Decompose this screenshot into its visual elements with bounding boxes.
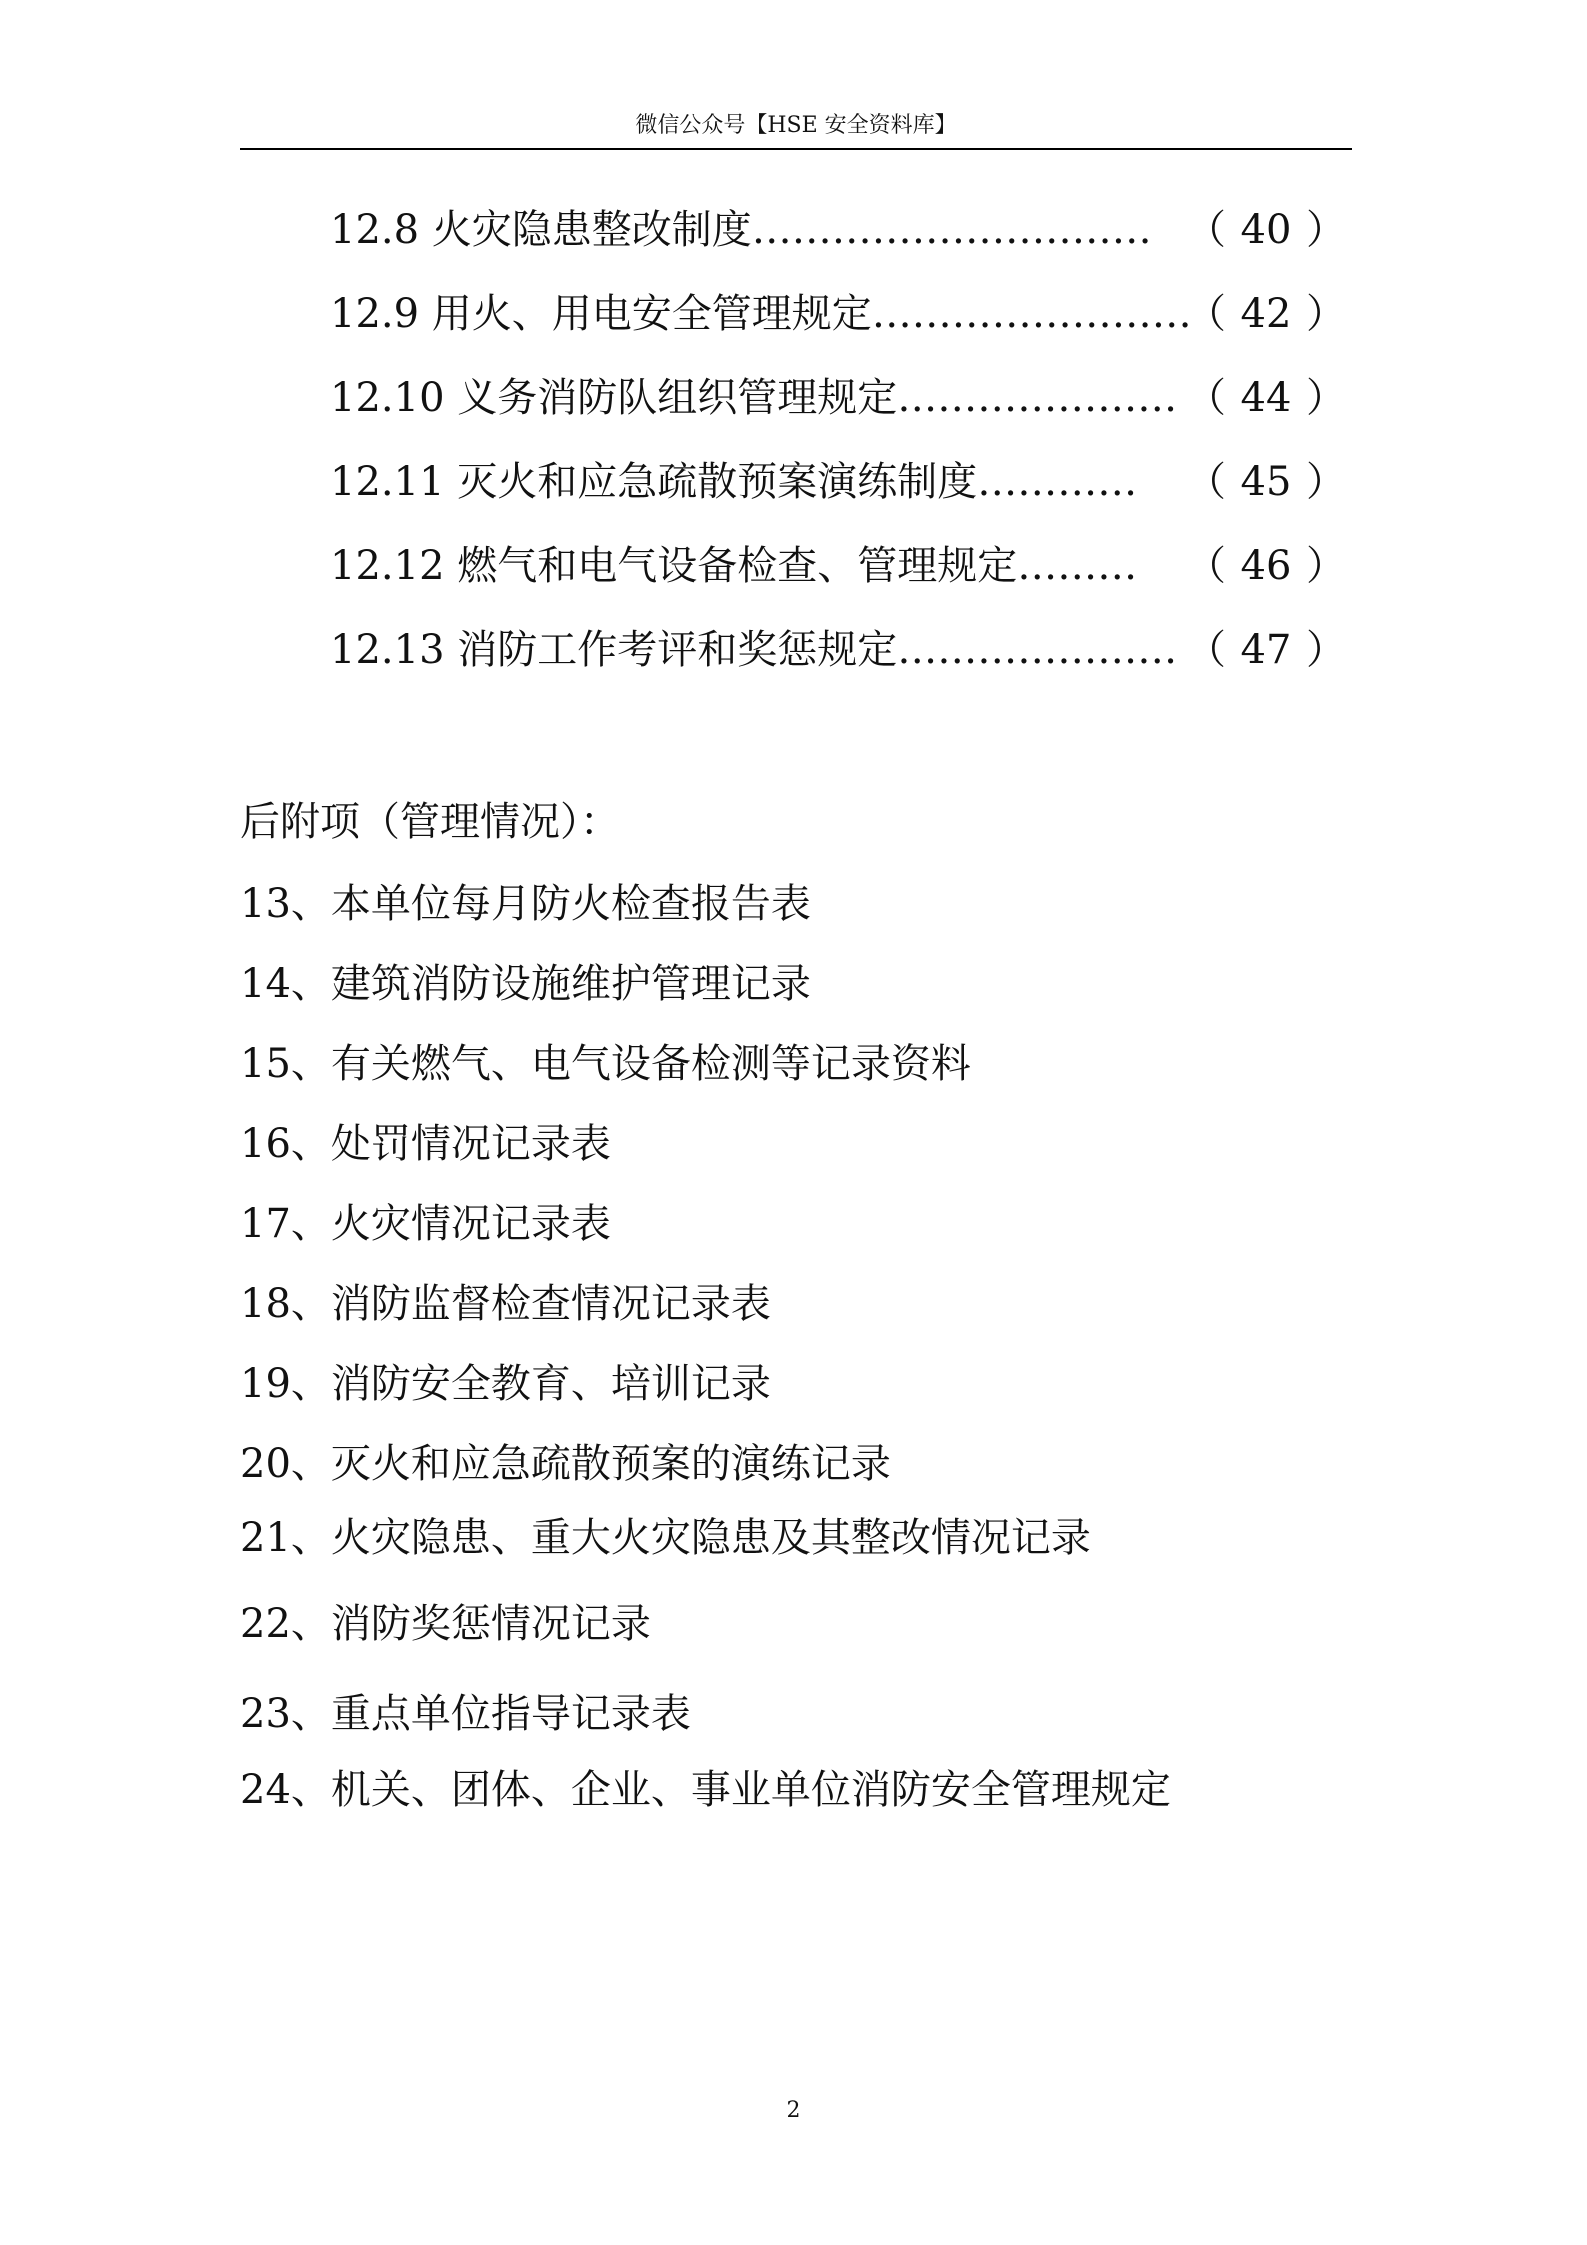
- toc-entry[interactable]: [330, 200, 1346, 260]
- appendix-item: 21、火灾隐患、重大火灾隐患及其整改情况记录: [240, 1515, 1091, 1561]
- page-header: [240, 112, 1352, 150]
- paren-open: （: [1186, 543, 1226, 589]
- toc-entry-page: 45: [1240, 459, 1292, 505]
- paren-close: ）: [1306, 291, 1346, 337]
- toc-entry[interactable]: [330, 368, 1346, 428]
- paren-open: （: [1186, 627, 1226, 673]
- paren-close: ）: [1306, 207, 1346, 253]
- paren-open: （: [1186, 291, 1226, 337]
- toc-entry-page: 46: [1240, 543, 1292, 589]
- toc-entry-page: 40: [1240, 207, 1292, 253]
- paren-open: （: [1186, 207, 1226, 253]
- paren-open: （: [1186, 459, 1226, 505]
- paren-close: ）: [1306, 459, 1346, 505]
- toc-entry-page-ref: [1186, 620, 1346, 680]
- paren-close: ）: [1306, 627, 1346, 673]
- toc-entry[interactable]: [330, 536, 1346, 596]
- toc-entry-page: 44: [1240, 375, 1292, 421]
- toc-entry-page-ref: [1186, 368, 1346, 428]
- toc-entry-title: 12.11 灭火和应急疏散预案演练制度…………: [330, 459, 1138, 505]
- appendix-item: 22、消防奖惩情况记录: [240, 1601, 651, 1647]
- appendix-item: 24、机关、团体、企业、事业单位消防安全管理规定: [240, 1767, 1171, 1813]
- toc-entry[interactable]: [330, 452, 1346, 512]
- header-text: 微信公众号【HSE 安全资料库】: [635, 113, 957, 138]
- toc-entry-page-ref: [1186, 452, 1346, 512]
- toc-entry-title: 12.9 用火、用电安全管理规定……………………: [330, 291, 1192, 337]
- appendix-item: 15、有关燃气、电气设备检测等记录资料: [240, 1041, 971, 1087]
- toc-entry[interactable]: [330, 284, 1346, 344]
- paren-open: （: [1186, 375, 1226, 421]
- appendix-item: 18、消防监督检查情况记录表: [240, 1281, 771, 1327]
- appendix-item: 16、处罚情况记录表: [240, 1121, 611, 1167]
- paren-close: ）: [1306, 375, 1346, 421]
- toc-entry[interactable]: [330, 620, 1346, 680]
- toc-entry-page-ref: [1186, 284, 1346, 344]
- appendix-item: 17、火灾情况记录表: [240, 1201, 611, 1247]
- appendix-item: 13、本单位每月防火检查报告表: [240, 881, 811, 927]
- appendix-item: 14、建筑消防设施维护管理记录: [240, 961, 811, 1007]
- toc-entry-page: 42: [1240, 291, 1292, 337]
- appendix-item: 20、灭火和应急疏散预案的演练记录: [240, 1441, 891, 1487]
- paren-close: ）: [1306, 543, 1346, 589]
- page-number: 2: [786, 2098, 801, 2123]
- toc-entry-page-ref: [1186, 536, 1346, 596]
- toc-entry-title: 12.13 消防工作考评和奖惩规定…………………: [330, 627, 1178, 673]
- appendix-item: 23、重点单位指导记录表: [240, 1691, 691, 1737]
- toc-entry-title: 12.10 义务消防队组织管理规定…………………: [330, 375, 1178, 421]
- toc-entry-title: 12.12 燃气和电气设备检查、管理规定………: [330, 543, 1138, 589]
- toc-entry-page: 47: [1240, 627, 1292, 673]
- appendix-heading: 后附项（管理情况）：: [240, 799, 620, 845]
- toc-entry-title: 12.8 火灾隐患整改制度…………………………: [330, 207, 1152, 253]
- toc-entry-page-ref: [1186, 200, 1346, 260]
- appendix-item: 19、消防安全教育、培训记录: [240, 1361, 771, 1407]
